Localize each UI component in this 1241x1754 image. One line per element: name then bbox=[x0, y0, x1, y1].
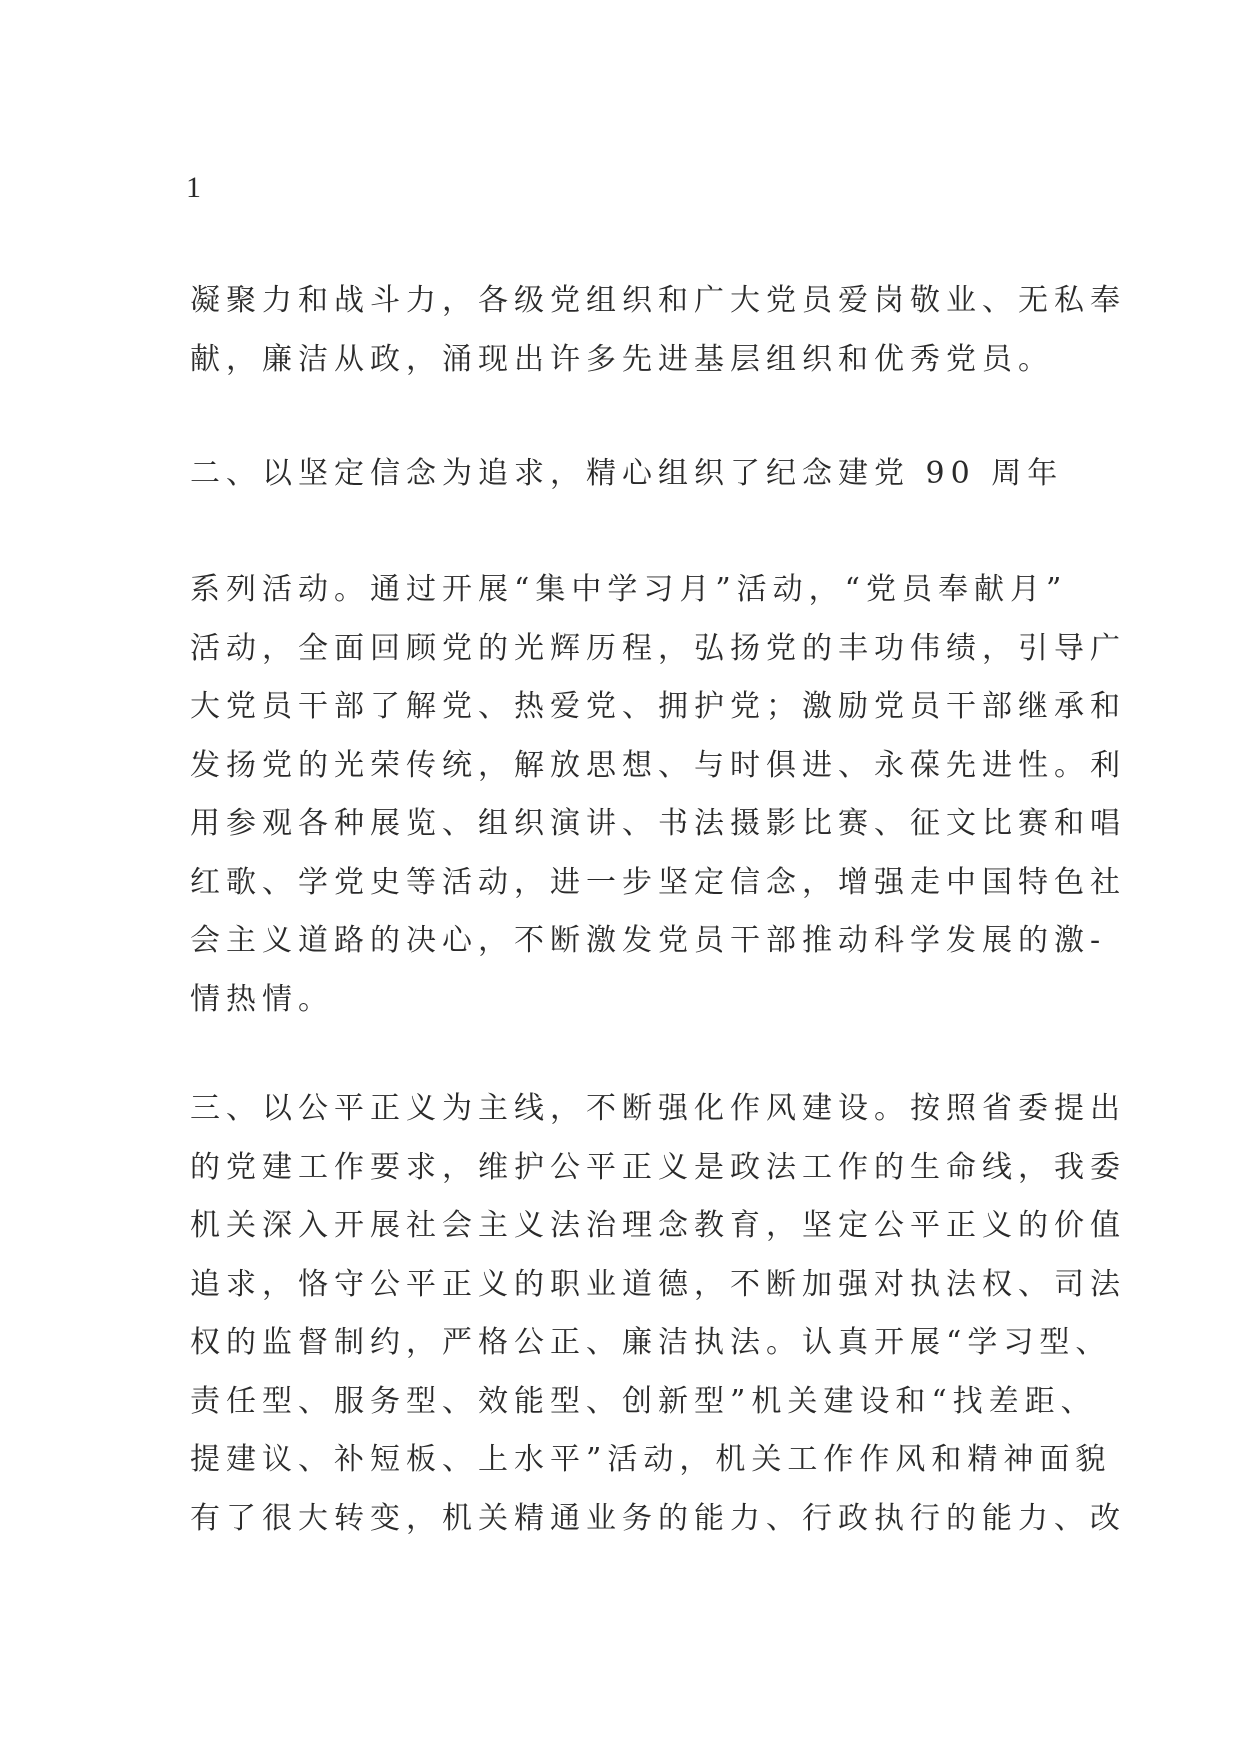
text-line: 献，廉洁从政，涌现出许多先进基层组织和优秀党员。 bbox=[190, 341, 1054, 377]
text-line: 三、以公平正义为主线，不断强化作风建设。按照省委提出 bbox=[190, 1091, 1126, 1126]
text-line: 二、以坚定信念为追求，精心组织了纪念建党 90 周年 bbox=[190, 456, 1064, 491]
text-line: 有了很大转变，机关精通业务的能力、行政执行的能力、改 bbox=[190, 1500, 1126, 1536]
paragraph-4 bbox=[190, 1080, 1126, 1548]
text-line: 用参观各种展览、组织演讲、书法摄影比赛、征文比赛和唱 bbox=[190, 806, 1126, 841]
text-line: 权的监督制约，严格公正、廉洁执法。认真开展“学习型、 bbox=[190, 1325, 1112, 1360]
text-line: 提建议、补短板、上水平”活动，机关工作作风和精神面貌 bbox=[190, 1442, 1112, 1477]
text-line: 大党员干部了解党、热爱党、拥护党；激励党员干部继承和 bbox=[190, 689, 1126, 724]
text-line: 追求，恪守公平正义的职业道德，不断加强对执法权、司法 bbox=[190, 1266, 1126, 1302]
page-number: 1 bbox=[186, 171, 201, 204]
paragraph-3 bbox=[190, 561, 1126, 1029]
paragraph-1 bbox=[190, 272, 1126, 389]
text-line: 的党建工作要求，维护公平正义是政法工作的生命线，我委 bbox=[190, 1149, 1126, 1185]
text-line: 发扬党的光荣传统，解放思想、与时俱进、永葆先进性。利 bbox=[190, 747, 1126, 783]
text-line: 责任型、服务型、效能型、创新型”机关建设和“找差距、 bbox=[190, 1383, 1097, 1419]
text-line: 情热情。 bbox=[190, 981, 334, 1017]
text-line: 红歌、学党史等活动，进一步坚定信念，增强走中国特色社 bbox=[190, 864, 1126, 900]
text-line: 凝聚力和战斗力，各级党组织和广大党员爱岗敬业、无私奉 bbox=[190, 283, 1126, 318]
text-line: 活动，全面回顾党的光辉历程，弘扬党的丰功伟绩，引导广 bbox=[190, 630, 1126, 666]
text-line: 机关深入开展社会主义法治理念教育，坚定公平正义的价值 bbox=[190, 1208, 1126, 1243]
text-line: 会主义道路的决心，不断激发党员干部推动科学发展的激- bbox=[190, 923, 1107, 958]
text-line: 系列活动。通过开展“集中学习月”活动，“党员奉献月” bbox=[190, 572, 1068, 607]
section-heading-2 bbox=[190, 445, 1070, 504]
